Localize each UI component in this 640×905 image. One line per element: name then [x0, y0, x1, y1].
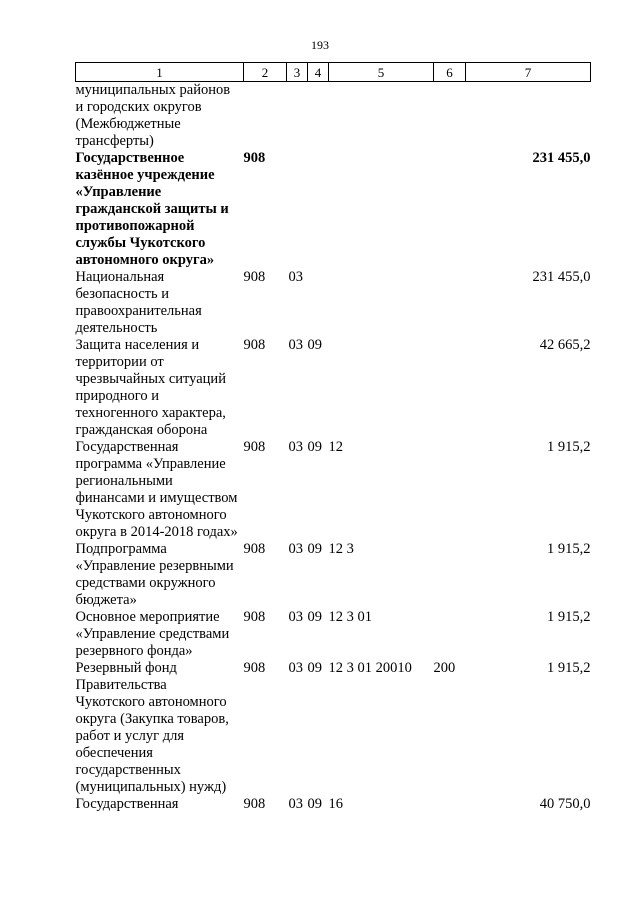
row-expense-type-cell	[434, 609, 466, 660]
row-subsection-cell: 09	[307, 609, 322, 625]
row-expense-type-cell	[434, 150, 466, 269]
row-code-cell: 908	[243, 337, 266, 353]
row-code-cell: 908	[243, 541, 266, 557]
row-expense-type-cell	[434, 541, 466, 609]
row-expense-type-cell	[434, 796, 466, 813]
row-target-article-cell	[329, 150, 434, 269]
column-header-7: 7	[466, 63, 591, 82]
row-name-cell: Резервный фонд Правительства Чукотского автономного округа (Закупка товаров, работ и услуг для обеспечения государственных (муниципальных) нужд)	[75, 660, 229, 795]
row-name-cell: Государственная	[75, 796, 179, 812]
row-target-article-cell	[329, 82, 434, 151]
row-subsection-cell: 09	[307, 439, 322, 455]
row-section-cell: 03	[288, 439, 303, 455]
column-header-5: 5	[329, 63, 434, 82]
row-section-cell: 03	[288, 337, 303, 353]
row-expense-type-cell: 200	[433, 660, 456, 676]
table-row	[76, 609, 591, 660]
row-code-cell: 908	[243, 269, 266, 285]
row-subsection-cell	[308, 269, 329, 337]
row-code-cell: 908	[243, 439, 266, 455]
row-amount-cell: 231 455,0	[532, 269, 591, 285]
row-amount-cell: 1 915,2	[547, 660, 591, 676]
row-section-cell	[287, 82, 308, 151]
column-header-3: 3	[287, 63, 308, 82]
row-code-cell: 908	[243, 150, 266, 166]
row-subsection-cell	[308, 82, 329, 151]
table-row	[76, 82, 591, 151]
row-amount-cell	[466, 82, 591, 151]
row-section-cell	[287, 150, 308, 269]
table-row	[76, 660, 591, 796]
row-target-article-cell: 12 3 01 20010	[328, 660, 412, 676]
row-amount-cell: 1 915,2	[547, 609, 591, 625]
table-row	[76, 439, 591, 541]
row-subsection-cell	[308, 150, 329, 269]
row-amount-cell: 42 665,2	[539, 337, 591, 353]
row-expense-type-cell	[434, 269, 466, 337]
row-target-article-cell: 16	[328, 796, 343, 812]
row-code-cell: 908	[243, 796, 266, 812]
row-expense-type-cell	[434, 82, 466, 151]
table-header-row	[76, 63, 591, 82]
row-name-cell: Защита населения и территории от чрезвычайных ситуаций природного и техногенного характера, гражданская оборона	[75, 337, 226, 438]
column-header-6: 6	[434, 63, 466, 82]
row-section-cell: 03	[288, 660, 303, 676]
table-row	[76, 337, 591, 439]
row-section-cell: 03	[288, 541, 303, 557]
column-header-4: 4	[308, 63, 329, 82]
row-name-cell: Государственная программа «Управление региональными финансами и имуществом Чукотского автономного округа в 2014-2018 годах»	[75, 439, 238, 540]
row-expense-type-cell	[434, 439, 466, 541]
row-subsection-cell: 09	[307, 796, 322, 812]
row-code-cell: 908	[243, 660, 266, 676]
row-target-article-cell: 12 3 01	[328, 609, 372, 625]
row-section-cell: 03	[288, 796, 303, 812]
row-section-cell: 03	[288, 609, 303, 625]
row-name-cell: Государственное казённое учреждение «Управление гражданской защиты и противопожарной службы Чукотского автономного округа»	[75, 150, 229, 268]
row-subsection-cell: 09	[307, 660, 322, 676]
row-target-article-cell: 12 3	[328, 541, 354, 557]
row-expense-type-cell	[434, 337, 466, 439]
row-name-cell: Подпрограмма «Управление резервными средствами окружного бюджета»	[75, 541, 234, 608]
column-header-2: 2	[244, 63, 287, 82]
row-amount-cell: 40 750,0	[539, 796, 591, 812]
row-target-article-cell: 12	[328, 439, 343, 455]
row-amount-cell: 231 455,0	[532, 150, 591, 166]
page-number: 193	[311, 38, 329, 52]
column-header-1: 1	[76, 63, 244, 82]
row-name-cell: Основное мероприятие «Управление средствами резервного фонда»	[75, 609, 230, 659]
row-target-article-cell	[329, 337, 434, 439]
table-row	[76, 541, 591, 609]
table-row	[76, 150, 591, 269]
budget-table	[75, 62, 591, 813]
table-row	[76, 796, 591, 813]
row-code-cell	[244, 82, 287, 151]
row-amount-cell: 1 915,2	[547, 541, 591, 557]
row-name-cell: муниципальных районов и городских округов (Межбюджетные трансферты)	[75, 82, 231, 149]
row-name-cell: Национальная безопасность и правоохранительная деятельность	[75, 269, 202, 336]
row-subsection-cell: 09	[307, 337, 322, 353]
row-section-cell: 03	[288, 269, 303, 285]
table-row	[76, 269, 591, 337]
row-subsection-cell: 09	[307, 541, 322, 557]
row-code-cell: 908	[243, 609, 266, 625]
row-target-article-cell	[329, 269, 434, 337]
row-amount-cell: 1 915,2	[547, 439, 591, 455]
